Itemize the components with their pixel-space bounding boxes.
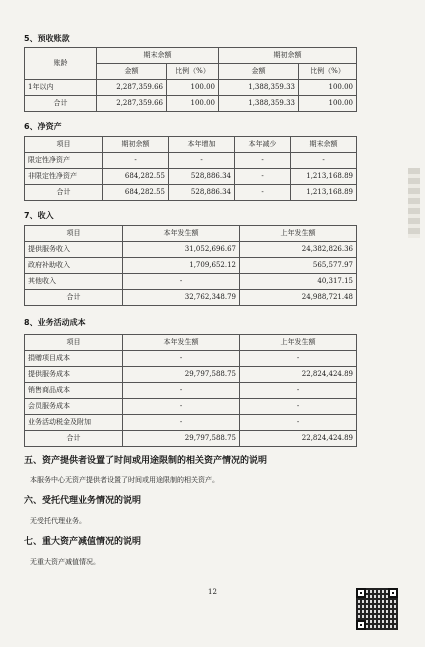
heading-asset-impairment: 七、重大资产减值情况的说明 [24, 537, 142, 547]
table-row: 其他收入 - 40,317.15 [25, 274, 357, 290]
qr-code-icon [356, 588, 398, 630]
header-end-ratio: 比例（%） [167, 64, 219, 80]
table-row: 捐赠项目成本 - - [25, 351, 357, 367]
table-row: 政府补助收入 1,709,652.12 565,577.97 [25, 258, 357, 274]
header-age: 账龄 [25, 48, 97, 80]
table-row: 销售商品成本 - - [25, 383, 357, 399]
section-heading-income: 7、收入 [24, 211, 54, 220]
table-row: 1年以内 2,287,359.66 100.00 1,388,359.33 100.00 [25, 80, 357, 96]
header-end-balance: 期末余额 [97, 48, 219, 64]
section-heading-business-costs: 8、业务活动成本 [24, 318, 86, 327]
table-row: 非限定性净资产 684,282.55 528,886.34 - 1,213,168.89 [25, 169, 357, 185]
net-assets-table: 项目 期初余额 本年增加 本年减少 期末余额 限定性净资产 - - - - 非限定性净资产 684,282.55 528,886.34 - 1,213,168.89 合计 684,282.55 528,886.34 - 1,213,168.89 [24, 136, 357, 201]
header-end-amount: 金额 [97, 64, 167, 80]
section-heading-advance-receipts: 5、预收账款 [24, 34, 70, 43]
binding-edge-mark [408, 168, 420, 238]
table-row: 业务活动税金及附加 - - [25, 415, 357, 431]
table-row-total: 合计 29,797,588.75 22,824,424.89 [25, 431, 357, 447]
table-row: 会员服务成本 - - [25, 399, 357, 415]
advance-receipts-table [24, 47, 357, 112]
table-row: 提供服务成本 29,797,588.75 22,824,424.89 [25, 367, 357, 383]
business-costs-table: 项目 本年发生额 上年发生额 捐赠项目成本 - - 提供服务成本 29,797,588.75 22,824,424.89 销售商品成本 - - 会员服务成本 - - 业务活动税金及附加 - - 合计 29,797,588.75 22,824,424.89 [24, 334, 357, 447]
table-row-total: 合计 2,287,359.66 100.00 1,388,359.33 100.00 [25, 96, 357, 112]
qr-finder-icon [356, 620, 366, 630]
header-begin-ratio: 比例（%） [299, 64, 357, 80]
page-number: 12 [208, 588, 217, 596]
paragraph-asset-impairment: 无重大资产减值情况。 [30, 558, 100, 566]
section-heading-net-assets: 6、净资产 [24, 122, 62, 131]
table-row-total: 合计 32,762,348.79 24,988,721.48 [25, 290, 357, 306]
header-begin-amount: 金额 [219, 64, 299, 80]
heading-entrusted-agency: 六、受托代理业务情况的说明 [24, 496, 142, 506]
paragraph-entrusted-agency: 无受托代理业务。 [30, 517, 86, 525]
table-row: 提供服务收入 31,052,696.67 24,382,826.36 [25, 242, 357, 258]
income-table: 项目 本年发生额 上年发生额 提供服务收入 31,052,696.67 24,382,826.36 政府补助收入 1,709,652.12 565,577.97 其他收入 - 40,317.15 合计 32,762,348.79 24,988,721.48 [24, 225, 357, 306]
qr-finder-icon [356, 588, 366, 598]
table-row-total: 合计 684,282.55 528,886.34 - 1,213,168.89 [25, 185, 357, 201]
qr-finder-icon [388, 588, 398, 598]
table-row: 限定性净资产 - - - - [25, 153, 357, 169]
heading-restricted-assets: 五、资产提供者设置了时间或用途限制的相关资产情况的说明 [24, 456, 268, 466]
header-begin-balance: 期初余额 [219, 48, 357, 64]
paragraph-restricted-assets: 本服务中心无资产提供者设置了时间或用途限制的相关资产。 [30, 476, 219, 484]
